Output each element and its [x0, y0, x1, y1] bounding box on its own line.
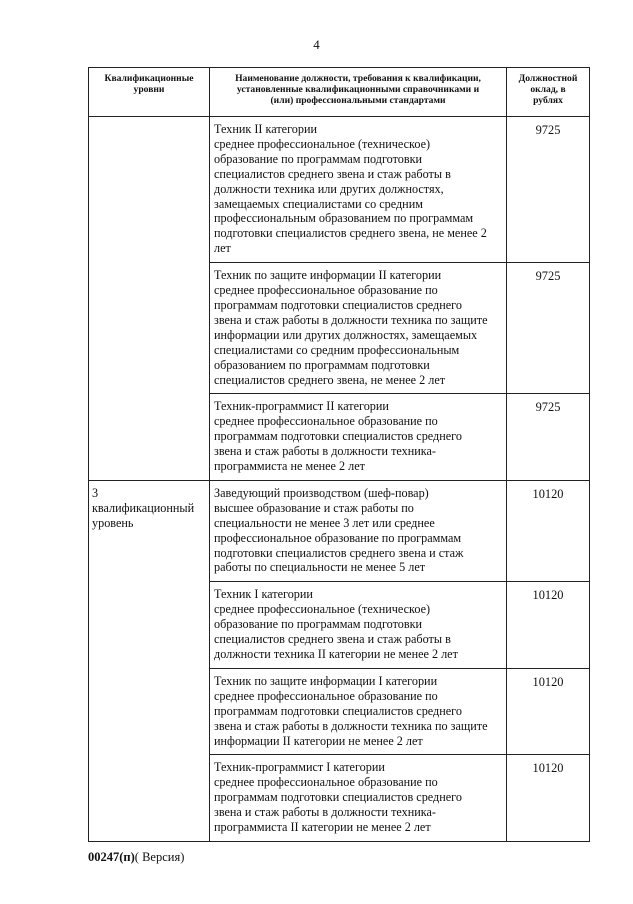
header-line: уровни [133, 84, 165, 95]
requirement-line: специалистами со средним профессиональным [214, 342, 460, 357]
requirement-line: образование по программам подготовки [214, 151, 423, 166]
salary-cell: 9725 [507, 263, 590, 394]
header-salary [507, 68, 590, 117]
position-cell [210, 394, 507, 481]
salary-cell: 10120 [507, 755, 590, 842]
requirement-line: образованием по программам подготовки [214, 357, 430, 372]
requirement-line: должности техника или других должностях, [214, 181, 444, 196]
requirement-line: специальности не менее 3 лет или среднее [214, 515, 435, 530]
position-cell [210, 117, 507, 263]
position-cell [210, 480, 507, 581]
requirement-line: среднее профессиональное (техническое) [214, 602, 431, 617]
requirement-line: должности техника II категории не менее 2 лет [214, 647, 458, 661]
position-cell [210, 668, 507, 755]
salary-cell: 9725 [507, 394, 590, 481]
header-line: Должностной [518, 73, 578, 84]
salary-cell: 10120 [507, 668, 590, 755]
requirement-line: программиста II категории не менее 2 лет [214, 820, 431, 835]
position-title: Техник I категории [214, 587, 313, 602]
position-title: Техник по защите информации I категории [214, 673, 438, 688]
document-version: ( Версия) [134, 850, 185, 864]
header-position [210, 68, 507, 117]
requirement-line: звена и стаж работы в должности техника- [214, 805, 436, 820]
table-row [89, 480, 590, 581]
position-title: Техник-программист I категории [214, 760, 385, 775]
position-title: Техник по защите информации II категории [214, 268, 442, 283]
requirement-line: среднее профессиональное образование по [214, 775, 438, 790]
position-cell [210, 263, 507, 394]
header-line: (или) профессиональными стандартами [270, 95, 446, 106]
requirement-line: высшее образование и стаж работы по [214, 500, 414, 515]
level-line: уровень [92, 515, 134, 530]
requirement-line: среднее профессиональное образование по [214, 688, 438, 703]
header-line: Квалификационные [104, 73, 194, 84]
requirement-line: звена и стаж работы в должности техника- [214, 444, 436, 459]
requirement-line: специалистов среднего звена и стаж работы в [214, 166, 451, 181]
position-title: Техник II категории [214, 122, 317, 136]
qualification-table [88, 67, 590, 842]
salary-cell: 10120 [507, 582, 590, 669]
requirement-line: среднее профессиональное образование по [214, 283, 438, 298]
requirement-line: звена и стаж работы в должности техника по защите [214, 718, 488, 733]
position-title: Техник-программист II категории [214, 399, 389, 414]
document-code: 00247(п) [88, 850, 135, 864]
level-line: 3 [92, 485, 99, 500]
level-cell [89, 117, 210, 481]
requirement-line: лет [214, 241, 231, 256]
header-line: рублях [533, 95, 563, 106]
salary-cell: 10120 [507, 480, 590, 581]
position-cell [210, 755, 507, 842]
table-row [89, 117, 590, 263]
requirement-line: замещаемых специалистами со средним [214, 196, 423, 211]
page-number: 4 [313, 37, 320, 52]
requirement-line: профессиональное образование по программам [214, 530, 462, 545]
requirement-line: информации II категории не менее 2 лет [214, 733, 423, 748]
requirement-line: программам подготовки специалистов среднего [214, 790, 462, 805]
requirement-line: специалистов среднего звена и стаж работы в [214, 632, 451, 647]
document-footer [88, 850, 184, 865]
requirement-line: образование по программам подготовки [214, 617, 423, 632]
requirement-line: работы по специальности не менее 5 лет [214, 560, 426, 575]
requirement-line: среднее профессиональное (техническое) [214, 136, 431, 151]
header-line: оклад, в [530, 84, 566, 95]
position-cell [210, 582, 507, 669]
requirement-line: звена и стаж работы в должности техника по защите [214, 312, 488, 327]
level-line: квалификационный [92, 500, 195, 515]
header-line: установленные квалификационными справочниками и [236, 84, 480, 95]
requirement-line: подготовки специалистов среднего звена, не менее 2 [214, 226, 487, 241]
requirement-line: программам подготовки специалистов среднего [214, 297, 462, 312]
requirement-line: программам подготовки специалистов среднего [214, 703, 462, 718]
position-title: Заведующий производством (шеф-повар) [214, 485, 429, 500]
header-line: Наименование должности, требования к квалификации, [235, 73, 481, 84]
requirement-line: программам подготовки специалистов среднего [214, 429, 462, 444]
table-header-row [89, 68, 590, 117]
requirement-line: профессиональным образованием по программам [214, 211, 474, 226]
requirement-line: среднее профессиональное образование по [214, 414, 438, 429]
salary-cell: 9725 [507, 117, 590, 263]
header-levels [89, 68, 210, 117]
requirement-line: информации или других должностях, замещаемых [214, 327, 478, 342]
requirement-line: программиста не менее 2 лет [214, 459, 365, 474]
requirement-line: специалистов среднего звена, не менее 2 лет [214, 372, 446, 387]
requirement-line: подготовки специалистов среднего звена и стаж [214, 545, 464, 560]
level-cell [89, 480, 210, 841]
